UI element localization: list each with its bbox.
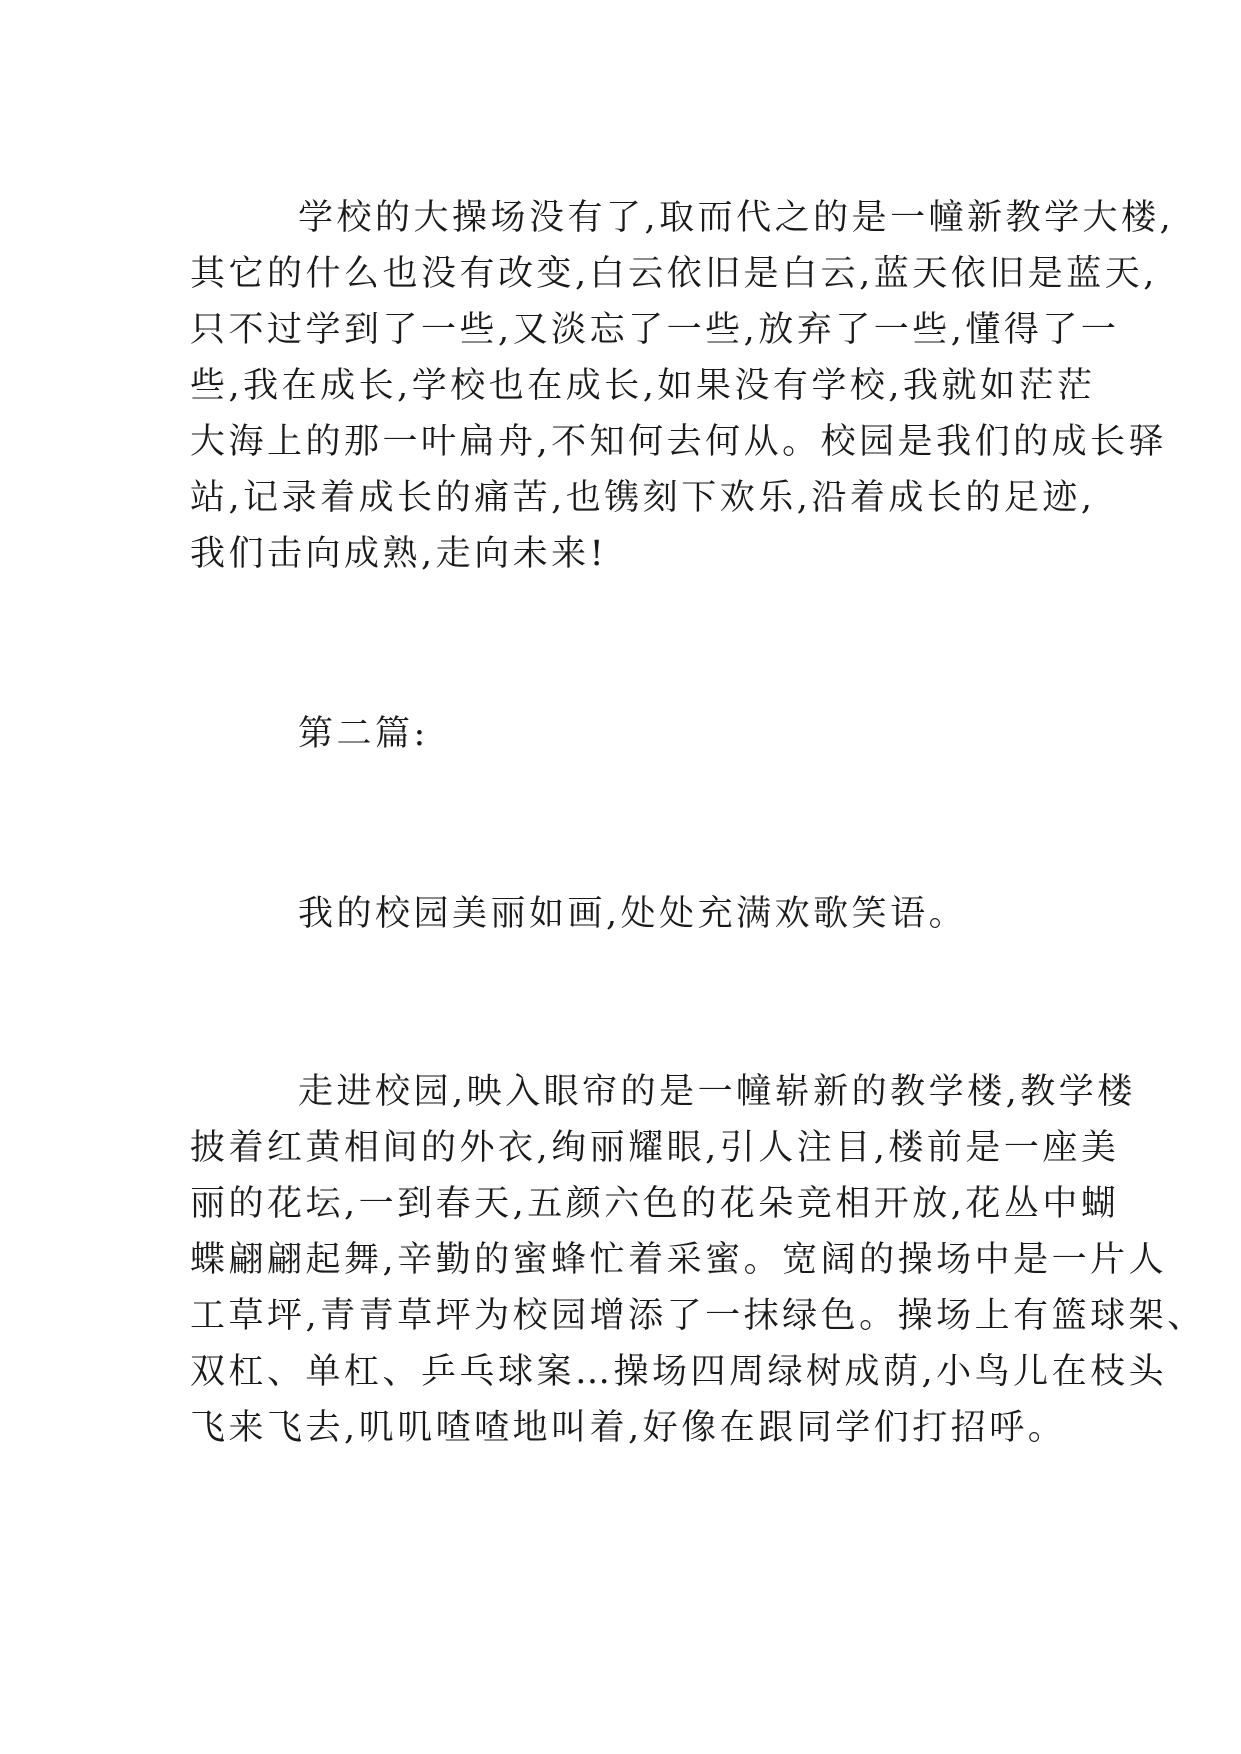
paragraph-3-line-7: 飞来飞去,叽叽喳喳地叫着,好像在跟同学们打招呼。 [190, 1408, 1067, 1448]
paragraph-3-line-3: 丽的花坛,一到春天,五颜六色的花朵竞相开放,花丛中蝴 [190, 1184, 1120, 1224]
paragraph-3-line-4: 蝶翩翩起舞,辛勤的蜜蜂忙着采蜜。宽阔的操场中是一片人 [190, 1240, 1168, 1280]
paragraph-1-line-7: 我们击向成熟,走向未来! [190, 534, 608, 574]
paragraph-1-line-5: 大海上的那一叶扁舟,不知何去何从。校园是我们的成长驿 [190, 422, 1168, 462]
section-heading: 第二篇: [298, 714, 429, 754]
paragraph-1-line-6: 站,记录着成长的痛苦,也镌刻下欢乐,沿着成长的足迹, [190, 478, 1096, 518]
paragraph-3-line-1: 走进校园,映入眼帘的是一幢崭新的教学楼,教学楼 [298, 1072, 1136, 1112]
paragraph-1-line-3: 只不过学到了一些,又淡忘了一些,放弃了一些,懂得了一 [190, 310, 1120, 350]
paragraph-1-line-2: 其它的什么也没有改变,白云依旧是白云,蓝天依旧是蓝天, [190, 254, 1158, 294]
paragraph-3-line-2: 披着红黄相间的外衣,绚丽耀眼,引人注目,楼前是一座美 [190, 1128, 1120, 1168]
paragraph-1-line-1: 学校的大操场没有了,取而代之的是一幢新教学大楼, [298, 198, 1175, 238]
paragraph-3-line-6: 双杠、单杠、乒乓球案…操场四周绿树成荫,小鸟儿在枝头 [190, 1352, 1168, 1392]
paragraph-2: 我的校园美丽如画,处处充满欢歌笑语。 [298, 894, 968, 934]
paragraph-1-line-4: 些,我在成长,学校也在成长,如果没有学校,我就如茫茫 [190, 366, 1096, 406]
paragraph-3-line-5: 工草坪,青青草坪为校园增添了一抹绿色。操场上有篮球架、 [190, 1296, 1206, 1336]
